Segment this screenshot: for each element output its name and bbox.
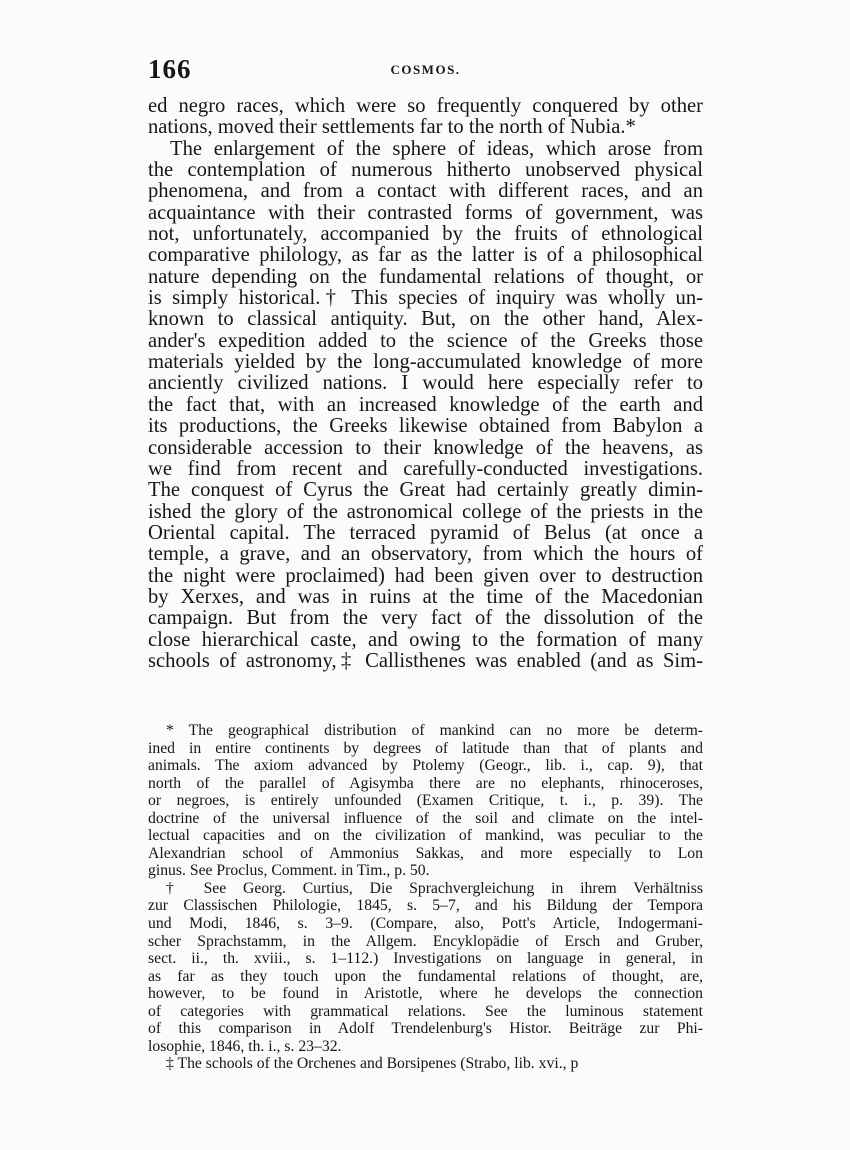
body-line: known to classical antiquity. But, on the other hand, Alex-: [148, 308, 703, 331]
footnote-line: scher Sprachstamm, in the Allgem. Encyklopädie of Ersch and Gruber,: [148, 932, 703, 950]
body-line: Oriental capital. The terraced pyramid of Belus (at once a: [148, 521, 703, 544]
footnote-line: or negroes, is entirely unfounded (Examen Critique, t. i., p. 39). The: [148, 792, 703, 810]
body-line: the night were proclaimed) had been given over to destruction: [148, 564, 703, 587]
footnote-line: * The geographical distribution of mankind can no more be determ-: [166, 722, 703, 739]
body-line: campaign. But from the very fact of the dissolution of the: [148, 607, 703, 630]
footnote-line: und Modi, 1846, s. 3–9. (Compare, also, Pott's Article, Indogermani-: [148, 915, 703, 933]
body-line: materials yielded by the long-accumulated knowledge of more: [148, 351, 703, 374]
body-line: The enlargement of the sphere of ideas, which arose from: [170, 137, 703, 160]
body-line: nature depending on the fundamental relations of thought, or: [148, 265, 703, 288]
body-line: phenomena, and from a contact with different races, and an: [148, 180, 703, 203]
footnote-line: doctrine of the universal influence of the soil and climate on the intel-: [148, 809, 703, 827]
running-head: [148, 54, 703, 88]
footnote-line: of this comparison in Adolf Trendelenburg's Histor. Beiträge zur Phi-: [148, 1020, 703, 1038]
body-line: temple, a grave, and an observatory, from which the hours of: [148, 543, 703, 566]
body-line: the contemplation of numerous hitherto unobserved physical: [148, 159, 703, 182]
body-text: [148, 96, 703, 672]
running-title: COSMOS.: [390, 62, 461, 77]
footnotes: [148, 722, 703, 1073]
body-line: by Xerxes, and was in ruins at the time of the Macedonian: [148, 585, 703, 608]
footnote-line: † See Georg. Curtius, Die Sprachvergleichung in ihrem Verhältniss: [166, 879, 703, 897]
body-line: ished the glory of the astronomical college of the priests in the: [148, 500, 703, 523]
footnote-line: sect. ii., th. xviii., s. 1–112.) Investigations on language in general, in: [148, 950, 703, 968]
footnote-line: losophie, 1846, th. i., s. 23–32.: [148, 1037, 342, 1055]
footnote-line: lectual capacities and on the civilization of mankind, was peculiar to the: [148, 827, 703, 845]
body-line: is simply historical.† This species of inquiry was wholly un-: [148, 287, 703, 310]
body-line: the fact that, with an increased knowledge of the earth and: [148, 393, 703, 416]
body-line: The conquest of Cyrus the Great had certainly greatly dimin-: [148, 479, 703, 502]
body-line: comparative philology, as far as the latter is of a philosophical: [148, 244, 703, 267]
footnote-line: Alexandrian school of Ammonius Sakkas, and more especially to Lon: [148, 844, 703, 862]
footnote-line: north of the parallel of Agisymba there are no elephants, rhinoceroses,: [148, 774, 703, 792]
body-line: acquaintance with their contrasted forms of government, was: [148, 201, 703, 224]
body-line: considerable accession to their knowledge of the heavens, as: [148, 436, 703, 459]
body-line: we find from recent and carefully-conducted investigations.: [148, 457, 703, 480]
footnote-line: however, to be found in Aristotle, where he develops the connection: [148, 985, 703, 1003]
body-line: nations, moved their settlements far to the north of Nubia.*: [148, 116, 636, 139]
body-line: its productions, the Greeks likewise obtained from Babylon a: [148, 415, 703, 438]
footnote-line: of categories with grammatical relations. See the luminous statement: [148, 1002, 703, 1020]
footnote-line: ginus. See Proclus, Comment. in Tim., p. 50.: [148, 862, 430, 880]
body-line: ed negro races, which were so frequently conquered by other: [148, 95, 703, 117]
body-line: not, unfortunately, accompanied by the fruits of ethnological: [148, 223, 703, 246]
footnote-line: ined in entire continents by degrees of latitude than that of plants and: [148, 739, 703, 757]
body-line: anciently civilized nations. I would here especially refer to: [148, 372, 703, 395]
footnote-line: as far as they touch upon the fundamental relations of thought, are,: [148, 967, 703, 985]
body-line: ander's expedition added to the science of the Greeks those: [148, 329, 703, 352]
page-number: 166: [148, 54, 192, 84]
footnote-line: zur Classischen Philologie, 1845, s. 5–7, and his Bildung der Tempora: [148, 897, 703, 915]
body-line: close hierarchical caste, and owing to the formation of many: [148, 628, 703, 651]
footnote-line: ‡ The schools of the Orchenes and Borsipenes (Strabo, lib. xvi., p: [166, 1055, 579, 1073]
body-line: schools of astronomy,‡ Callisthenes was enabled (and as Sim-: [148, 649, 703, 672]
footnote-line: animals. The axiom advanced by Ptolemy (Geogr., lib. i., cap. 9), that: [148, 757, 703, 775]
